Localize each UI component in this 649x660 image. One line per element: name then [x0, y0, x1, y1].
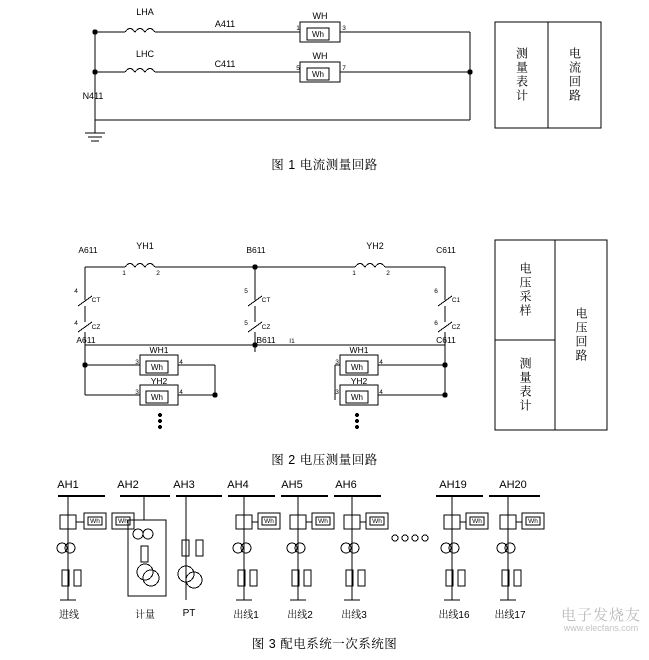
fig1-ct-a-label: LHA — [136, 7, 154, 17]
fig2-mt-up-r-4: 4 — [379, 358, 383, 366]
fig3-function-out2: 出线2 — [287, 609, 313, 621]
fig2-panel-text-voltage: 电压回路 — [574, 307, 588, 363]
fig3-function-metering: 计量 — [135, 609, 155, 621]
fig2-meter-symbol-1: Wh — [151, 362, 163, 372]
fig3-cabinet-ah3: AH3 — [173, 479, 195, 491]
fig1-meter-bottom-symbol: Wh — [312, 69, 324, 79]
fig2-sw-num-4: 4 — [74, 287, 78, 295]
watermark-line-2: www.elecfans.com — [563, 623, 639, 633]
fig3-caption: 图 3 配电系统一次系统图 — [251, 637, 398, 651]
fig2-mt-up-l-4: 4 — [179, 358, 183, 366]
fig3-meter-symbol-7: Wh — [528, 517, 538, 525]
fig3-cabinet-ah19: AH19 — [439, 479, 467, 491]
fig1-terminal-1: 1 — [296, 24, 300, 32]
fig2-mt-lo-l-3: 3 — [135, 388, 139, 396]
fig2-mt-lo-r-3: 3 — [335, 388, 339, 396]
fig1-meter-top-label: WH — [312, 11, 328, 21]
fig2-bus-c-top: C611 — [436, 245, 456, 255]
fig2-sw-num-6: 6 — [434, 287, 438, 295]
fig1-terminal-3: 3 — [342, 24, 346, 32]
fig2-fuse-terminal-2: 2 — [156, 269, 160, 277]
fig2-sw-label-cz-1: CZ — [91, 323, 101, 331]
fig2-sw2-num-6: 6 — [434, 319, 438, 327]
fig2-panel-label-sampling — [495, 240, 555, 340]
fig1-caption: 图 1 电流测量回路 — [271, 158, 378, 172]
fig3-meter-symbol-3: Wh — [264, 517, 274, 525]
fig1-neutral-label: N411 — [82, 91, 104, 101]
fig3-function-out1: 出线1 — [233, 609, 259, 621]
fig1-panel-label-current — [548, 22, 601, 128]
fig3-cabinet-ah1: AH1 — [57, 479, 79, 491]
fig2-fuse-right-label: YH2 — [366, 241, 384, 251]
fig2-sw2-num-5: 5 — [244, 319, 248, 327]
fig2-sw-label-cz-3: CZ — [451, 323, 461, 331]
fig3-function-incoming: 进线 — [59, 609, 79, 621]
fig1-line-c-label: C411 — [214, 59, 236, 69]
fig2-fuse-terminal-1: 1 — [122, 269, 126, 277]
fig2-sw-label-cz-2: CZ — [261, 323, 271, 331]
fig1-terminal-7: 7 — [342, 64, 346, 72]
fig3-cabinet-ah2: AH2 — [117, 479, 139, 491]
fig2-bus-a-low: A611 — [76, 335, 96, 345]
fig3-function-pt: PT — [182, 607, 196, 619]
fig2-meter-lower-left-label: YH2 — [150, 376, 168, 386]
watermark-line-1: 电子发烧友 — [560, 607, 641, 624]
fig3-function-out16: 出线16 — [438, 609, 470, 621]
fig3-meter-symbol-2: Wh — [118, 517, 128, 525]
fig2-panel-text-sampling: 电压采样 — [518, 262, 532, 318]
fig2-mt-lo-r-4: 4 — [379, 388, 383, 396]
fig2-fuse-left-label: YH1 — [136, 241, 154, 251]
fig2-meter-symbol-4: Wh — [351, 392, 363, 402]
fig2-bus-b-low: B611 — [256, 335, 276, 345]
fig1-ct-c-label: LHC — [135, 49, 154, 59]
fig2-meter-upper-right-label: WH1 — [349, 345, 369, 355]
fig3-cabinet-ah5: AH5 — [281, 479, 303, 491]
fig2-sw2-num-4: 4 — [74, 319, 78, 327]
fig3-function-out3: 出线3 — [341, 609, 367, 621]
fig3-cabinet-ah6: AH6 — [335, 479, 357, 491]
fig1-panel-text-meter: 测量表计 — [514, 47, 529, 103]
fig2-sw-label-ct-1: CT — [91, 296, 101, 304]
fig2-caption: 图 2 电压测量回路 — [271, 453, 378, 467]
fig2-meter-symbol-2: Wh — [151, 392, 163, 402]
fig2-meter-lower-right-label: YH2 — [350, 376, 368, 386]
fig2-panel-label-meter — [495, 340, 555, 430]
fig1-panel-label-meter — [495, 22, 548, 128]
fig2-fuse2-terminal-2: 2 — [386, 269, 390, 277]
fig3-meter-symbol-4: Wh — [318, 517, 328, 525]
fig2-meter-symbol-3: Wh — [351, 362, 363, 372]
fig2-sw-num-5: 5 — [244, 287, 248, 295]
fig3-cabinet-ah20: AH20 — [499, 479, 527, 491]
fig1-line-a-label: A411 — [214, 19, 236, 29]
watermark — [560, 607, 641, 634]
fig3-meter-symbol-1: Wh — [90, 517, 100, 525]
fig3-meter-symbol-5: Wh — [372, 517, 382, 525]
fig2-b-phase-mark: I1 — [289, 337, 295, 345]
fig2-fuse2-terminal-1: 1 — [352, 269, 356, 277]
fig1-panel-text-current: 电流回路 — [567, 47, 582, 103]
fig2-bus-a-top: A611 — [78, 245, 98, 255]
fig2-panel-label-voltage — [555, 240, 607, 430]
fig3-meter-symbol-6: Wh — [472, 517, 482, 525]
fig2-bus-b-top: B611 — [246, 245, 266, 255]
fig2-sw-label-c1: C1 — [451, 296, 461, 304]
fig3-function-out17: 出线17 — [494, 609, 526, 621]
fig2-meter-upper-left-label: WH1 — [149, 345, 169, 355]
fig1-meter-top-symbol: Wh — [312, 29, 324, 39]
fig3-cabinet-ah4: AH4 — [227, 479, 249, 491]
fig2-mt-up-l-3: 3 — [135, 358, 139, 366]
fig2-mt-lo-l-4: 4 — [179, 388, 183, 396]
fig2-bus-c-low: C611 — [436, 335, 456, 345]
fig2-mt-up-r-3: 3 — [335, 358, 339, 366]
fig2-panel-text-meter: 测量表计 — [518, 357, 532, 413]
fig1-meter-bottom-label: WH — [312, 51, 328, 61]
fig2-sw-label-ct-2: CT — [261, 296, 271, 304]
fig1-terminal-5: 5 — [296, 64, 300, 72]
